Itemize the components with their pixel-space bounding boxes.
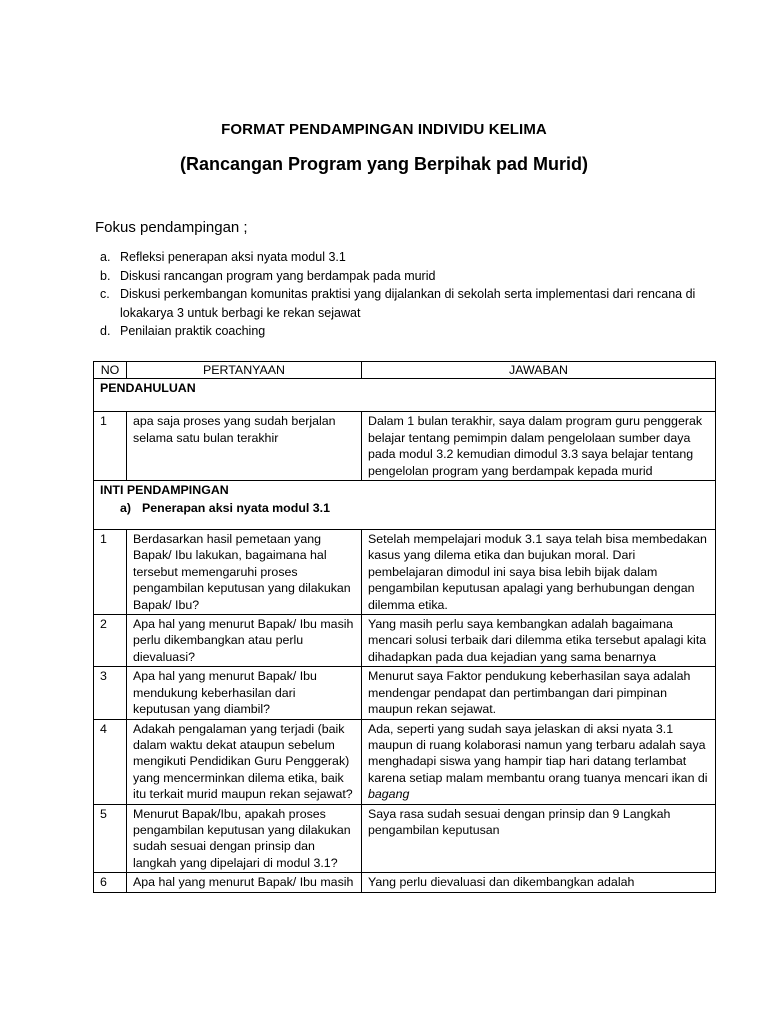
table-header-row bbox=[94, 362, 716, 379]
focus-item bbox=[100, 285, 700, 322]
row-question: Menurut Bapak/Ibu, apakah proses pengambilan keputusan yang dilakukan sudah sesuai dengan prinsip dan langkah yang dipelajari di modul 3.1? bbox=[127, 804, 362, 873]
document-subtitle: (Rancangan Program yang Berpihak pad Murid) bbox=[179, 154, 589, 174]
row-answer: Yang perlu dievaluasi dan dikembangkan adalah bbox=[362, 873, 716, 892]
header-no: NO bbox=[94, 362, 127, 379]
focus-item bbox=[100, 267, 700, 286]
header-answer: JAWABAN bbox=[362, 362, 716, 379]
table-row bbox=[94, 615, 716, 667]
table-row bbox=[94, 719, 716, 804]
row-no: 1 bbox=[94, 412, 127, 481]
row-answer: Menurut saya Faktor pendukung keberhasilan saya adalah mendengar pendapat dan pertimbangan dari pimpinan maupun rekan sejawat. bbox=[362, 667, 716, 719]
section-intro-cell bbox=[94, 379, 716, 412]
mentoring-table bbox=[93, 361, 716, 893]
row-answer: Yang masih perlu saya kembangkan adalah bagaimana mencari solusi terbaik dari dilemma etika tersebut apalagi kita dihadapkan pada dua kejadian yang sama benarnya bbox=[362, 615, 716, 667]
focus-label: Fokus pendampingan ; bbox=[95, 219, 248, 236]
row-no: 5 bbox=[94, 804, 127, 873]
subsection-heading bbox=[100, 500, 709, 516]
section-core-cell bbox=[94, 481, 716, 530]
focus-item-text: Penilaian praktik coaching bbox=[120, 324, 266, 338]
row-question: Apa hal yang menurut Bapak/ Ibu mendukung keberhasilan dari keputusan yang diambil? bbox=[127, 667, 362, 719]
focus-item-text: Refleksi penerapan aksi nyata modul 3.1 bbox=[120, 250, 346, 264]
row-no: 2 bbox=[94, 615, 127, 667]
focus-item-marker: b. bbox=[100, 268, 111, 283]
row-answer: Saya rasa sudah sesuai dengan prinsip dan 9 Langkah pengambilan keputusan bbox=[362, 804, 716, 873]
row-answer bbox=[362, 719, 716, 804]
row-no: 1 bbox=[94, 530, 127, 615]
section-intro-label: PENDAHULUAN bbox=[100, 381, 196, 396]
row-question: Berdasarkan hasil pemetaan yang Bapak/ Ibu lakukan, bagaimana hal tersebut memengaruhi proses pengambilan keputusan yang dilakukan Bapak/ Ibu? bbox=[127, 530, 362, 615]
row-no: 6 bbox=[94, 873, 127, 892]
subsection-marker: a) bbox=[120, 501, 132, 516]
section-row-intro bbox=[94, 379, 716, 412]
focus-list bbox=[100, 248, 700, 341]
section-row-core bbox=[94, 481, 716, 530]
focus-item-marker: a. bbox=[100, 250, 111, 264]
focus-item bbox=[100, 248, 700, 267]
subsection-label: Penerapan aksi nyata modul 3.1 bbox=[142, 501, 331, 516]
table-row bbox=[94, 667, 716, 719]
section-core-label: INTI PENDAMPINGAN bbox=[100, 483, 229, 498]
table-row bbox=[94, 804, 716, 873]
focus-item-marker: c. bbox=[100, 287, 110, 301]
focus-item bbox=[100, 322, 700, 341]
table-row bbox=[94, 412, 716, 481]
row-answer: Dalam 1 bulan terakhir, saya dalam program guru penggerak belajar tentang pemimpin dalam pengelolaan sumber daya pada modul 3.2 kemudian dimodul 3.3 saya belajar tentang pengelolan program yang berdampak kepada murid bbox=[362, 412, 716, 481]
row-answer: Setelah mempelajari moduk 3.1 saya telah bisa membedakan kasus yang dilema etika dan bujukan moral. Dari pembelajaran dimodul ini saya bisa lebih bijak dalam pengambilan keputusan apalagi yang berhubungan dengan dilemma etika. bbox=[362, 530, 716, 615]
row-no: 4 bbox=[94, 719, 127, 804]
focus-item-text: Diskusi perkembangan komunitas praktisi yang dijalankan di sekolah serta implementasi dari rencana di lokakarya 3 untuk berbagi ke rekan sejawat bbox=[120, 287, 696, 320]
row-question: Adakah pengalaman yang terjadi (baik dalam waktu dekat ataupun sebelum mengikuti Pendidikan Guru Penggerak) yang mencerminkan dilema etika, baik itu terkait murid maupun rekan sejawat? bbox=[127, 719, 362, 804]
focus-item-marker: d. bbox=[100, 324, 111, 338]
row-question: Apa hal yang menurut Bapak/ Ibu masih perlu dikembangkan atau perlu dievaluasi? bbox=[127, 615, 362, 667]
row-question: apa saja proses yang sudah berjalan selama satu bulan terakhir bbox=[127, 412, 362, 481]
table-row bbox=[94, 873, 716, 892]
row-answer-text: Ada, seperti yang sudah saya jelaskan di aksi nyata 3.1 maupun di ruang kolaborasi namun yang terbaru adalah saya menghadapi siswa yang hampir tiap hari datang terlambat karena setiap malam membantu orang tuanya mencari ikan di bbox=[368, 721, 708, 785]
focus-item-text: Diskusi rancangan program yang berdampak pada murid bbox=[120, 268, 436, 283]
document-title: FORMAT PENDAMPINGAN INDIVIDU KELIMA bbox=[221, 121, 547, 138]
table-row bbox=[94, 530, 716, 615]
row-question: Apa hal yang menurut Bapak/ Ibu masih bbox=[127, 873, 362, 892]
row-answer-italic: bagang bbox=[368, 787, 410, 802]
header-question: PERTANYAAN bbox=[127, 362, 362, 379]
row-no: 3 bbox=[94, 667, 127, 719]
